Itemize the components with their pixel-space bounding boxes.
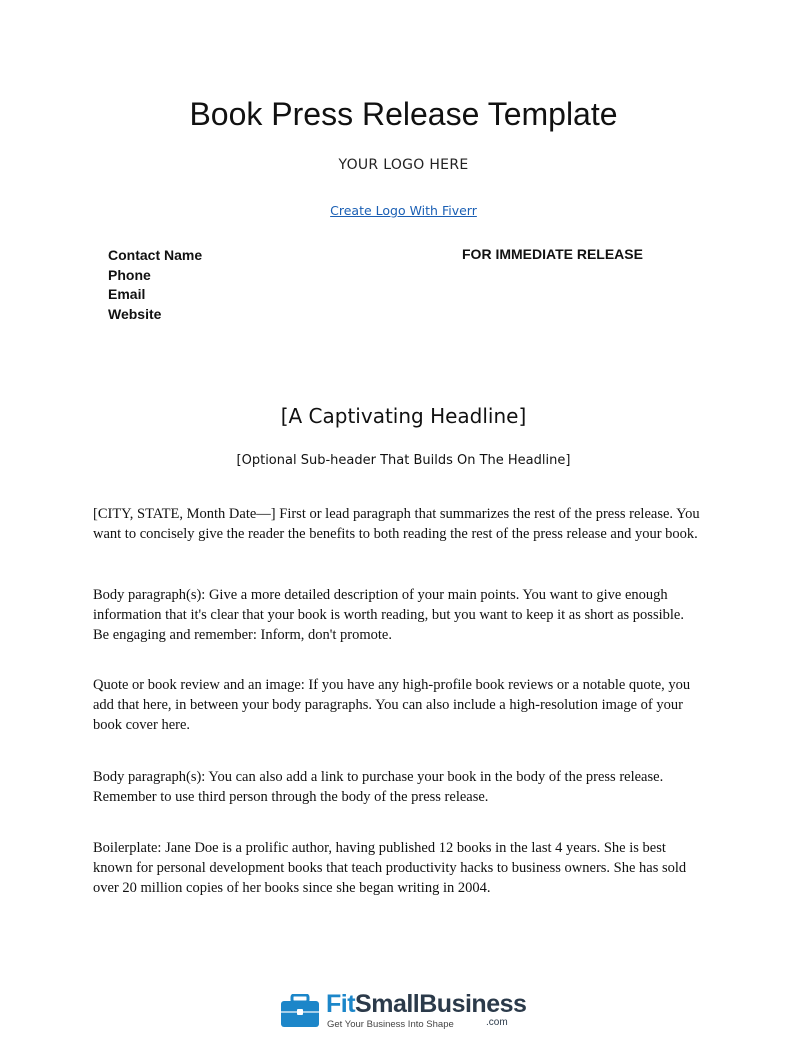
contact-email: Email (108, 286, 146, 302)
brand-name-smallbusiness: SmallBusiness (355, 990, 527, 1018)
create-logo-link[interactable]: Create Logo With Fiverr (330, 203, 477, 218)
brand-name (326, 990, 526, 1019)
document-title: Book Press Release Template (189, 96, 618, 132)
body-paragraph: Body paragraph(s): Give a more detailed description of your main points. You want to give enough information that it's clear that your book is worth reading, but you want to keep it as short as possible. Be engaging and remember: Inform, don't promote. (93, 587, 684, 643)
contact-block (108, 246, 202, 324)
briefcase-icon (280, 994, 320, 1028)
body-paragraph-links: Body paragraph(s): You can also add a link to purchase your book in the body of the press release. Remember to use third person through the body of the press release. (93, 769, 664, 805)
headline: [A Captivating Headline] (280, 404, 527, 428)
subheader: [Optional Sub-header That Builds On The Headline] (236, 453, 571, 468)
logo-link-wrapper (0, 203, 807, 218)
lead-paragraph: [CITY, STATE, Month Date—] First or lead paragraph that summarizes the rest of the press release. You want to concisely give the reader the benefits to both reading the rest of the press release and your book. (93, 506, 700, 542)
boilerplate-paragraph: Boilerplate: Jane Doe is a prolific author, having published 12 books in the last 4 years. She is best known for personal development books that teach productivity hacks to business owners. She has sold over 20 million copies of her books since she began writing in 2004. (93, 840, 687, 896)
brand-suffix: .com (486, 1017, 508, 1028)
quote-paragraph: Quote or book review and an image: If you have any high-profile book reviews or a notable quote, you add that here, in between your body paragraphs. You can also include a high-resolution image of your book cover here. (93, 677, 691, 733)
contact-name: Contact Name (108, 247, 203, 263)
contact-website: Website (108, 305, 162, 322)
fitsmallbusiness-logo (280, 992, 540, 1036)
brand-tagline: Get Your Business Into Shape (327, 1019, 454, 1030)
contact-phone: Phone (108, 266, 151, 283)
release-label: FOR IMMEDIATE RELEASE (462, 246, 643, 262)
brand-name-fit: Fit (326, 990, 356, 1018)
logo-placeholder: YOUR LOGO HERE (338, 157, 469, 173)
